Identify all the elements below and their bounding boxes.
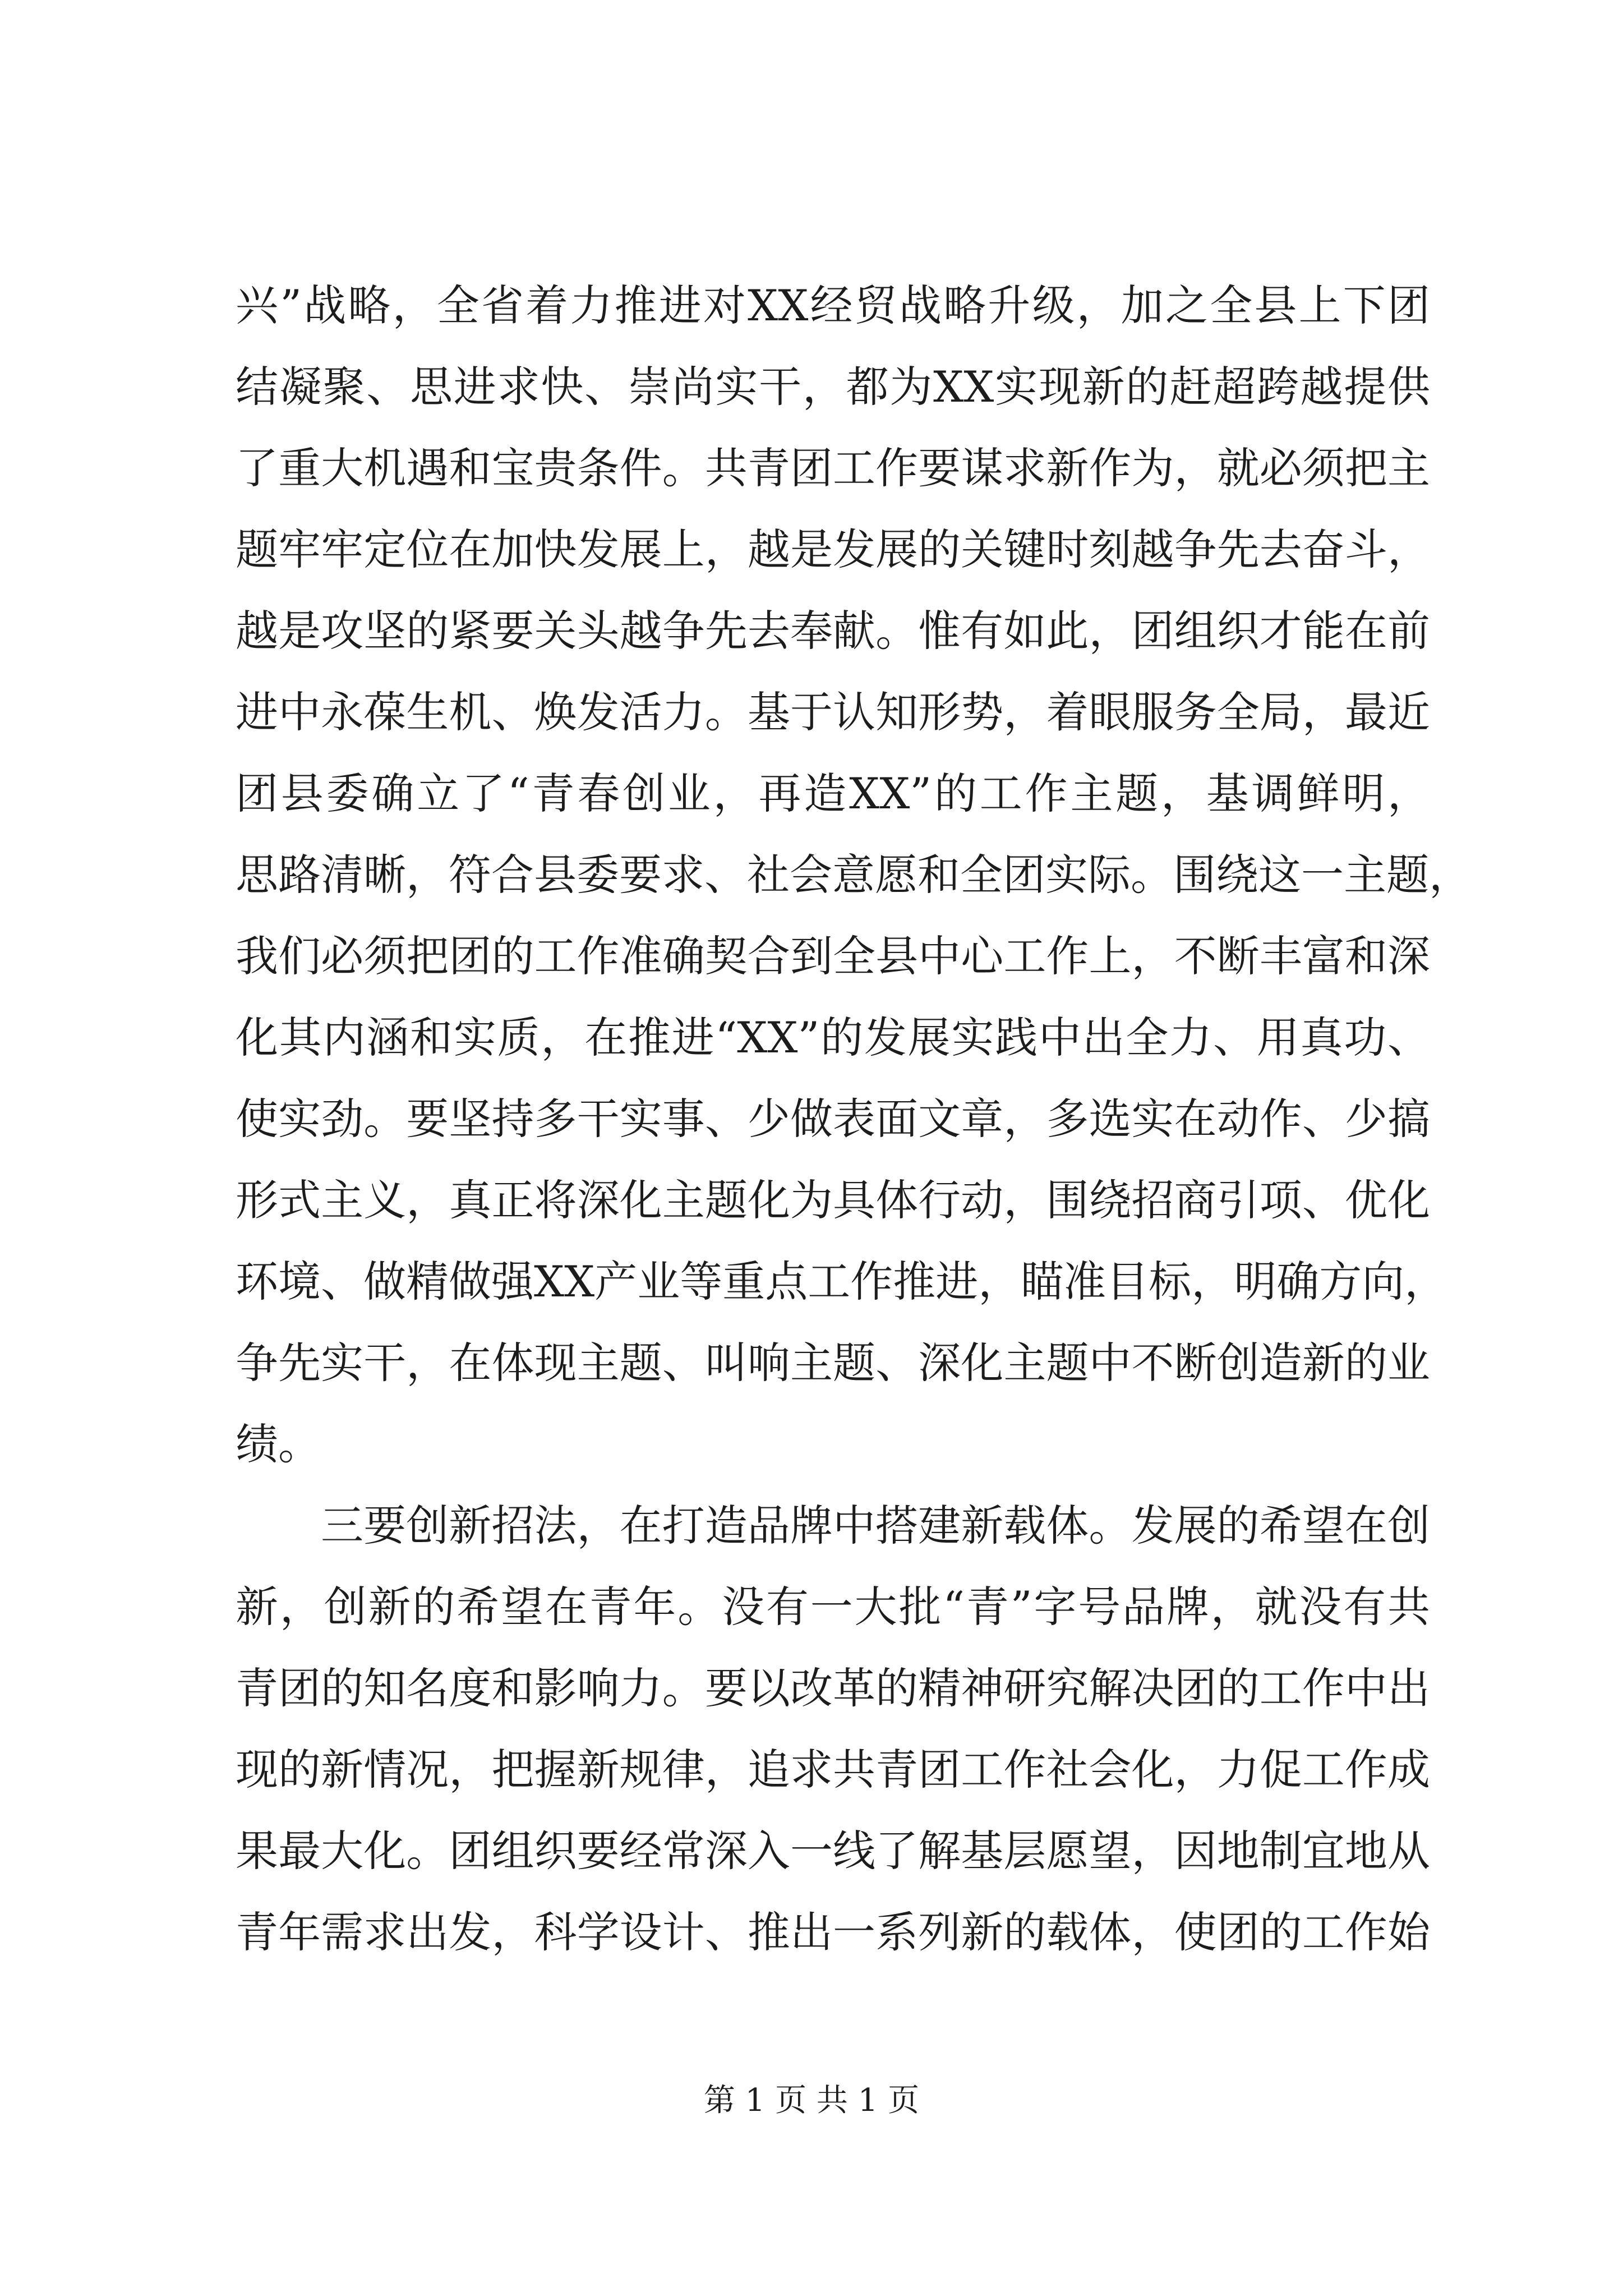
- document-body: [236, 265, 1472, 1973]
- paragraph-2: [236, 1485, 1430, 1973]
- text-line: 形式主义，真正将深化主题化为具体行动，围绕招商引项、优化: [236, 1175, 1430, 1225]
- text-line: 争先实干，在体现主题、叫响主题、深化主题中不断创造新的业: [236, 1338, 1430, 1388]
- text-line: 果最大化。团组织要经常深入一线了解基层愿望，因地制宜地从: [236, 1826, 1430, 1876]
- text-line: 使实劲。要坚持多干实事、少做表面文章，多选实在动作、少搞: [236, 1094, 1430, 1144]
- text-line: 现的新情况，把握新规律，追求共青团工作社会化，力促工作成: [236, 1745, 1430, 1795]
- text-line: 我们必须把团的工作准确契合到全县中心工作上，不断丰富和深: [236, 931, 1430, 981]
- text-line: 三要创新招法，在打造品牌中搭建新载体。发展的希望在创: [321, 1501, 1430, 1550]
- text-line: 进中永葆生机、焕发活力。基于认知形势，着眼服务全局，最近: [236, 687, 1430, 737]
- text-line: 兴”战略，全省着力推进对XX经贸战略升级，加之全县上下团: [236, 280, 1430, 330]
- text-line: 新，创新的希望在青年。没有一大批“青”字号品牌，就没有共: [236, 1582, 1430, 1632]
- text-line: 思路清晰，符合县委要求、社会意愿和全团实际。围绕这一主题，: [236, 850, 1472, 900]
- paragraph-1: [236, 265, 1472, 1485]
- text-line: 青年需求出发，科学设计、推出一系列新的载体，使团的工作始: [236, 1907, 1430, 1957]
- text-line: 绩。: [236, 1419, 321, 1469]
- text-line: 越是攻坚的紧要关头越争先去奉献。惟有如此，团组织才能在前: [236, 606, 1430, 656]
- text-line: 化其内涵和实质，在推进“XX”的发展实践中出全力、用真功、: [236, 1013, 1430, 1062]
- page-number-footer: 第 1 页 共 1 页: [703, 2082, 920, 2119]
- text-line: 团县委确立了“青春创业，再造XX”的工作主题，基调鲜明，: [236, 769, 1430, 818]
- text-line: 了重大机遇和宝贵条件。共青团工作要谋求新作为，就必须把主: [236, 443, 1430, 493]
- text-line: 结凝聚、思进求快、崇尚实干，都为XX实现新的赶超跨越提供: [236, 362, 1430, 412]
- text-line: 题牢牢定位在加快发展上，越是发展的关键时刻越争先去奋斗，: [236, 524, 1430, 574]
- text-line: 青团的知名度和影响力。要以改革的精神研究解决团的工作中出: [236, 1663, 1430, 1713]
- text-line: 环境、做精做强XX产业等重点工作推进，瞄准目标，明确方向，: [236, 1257, 1447, 1306]
